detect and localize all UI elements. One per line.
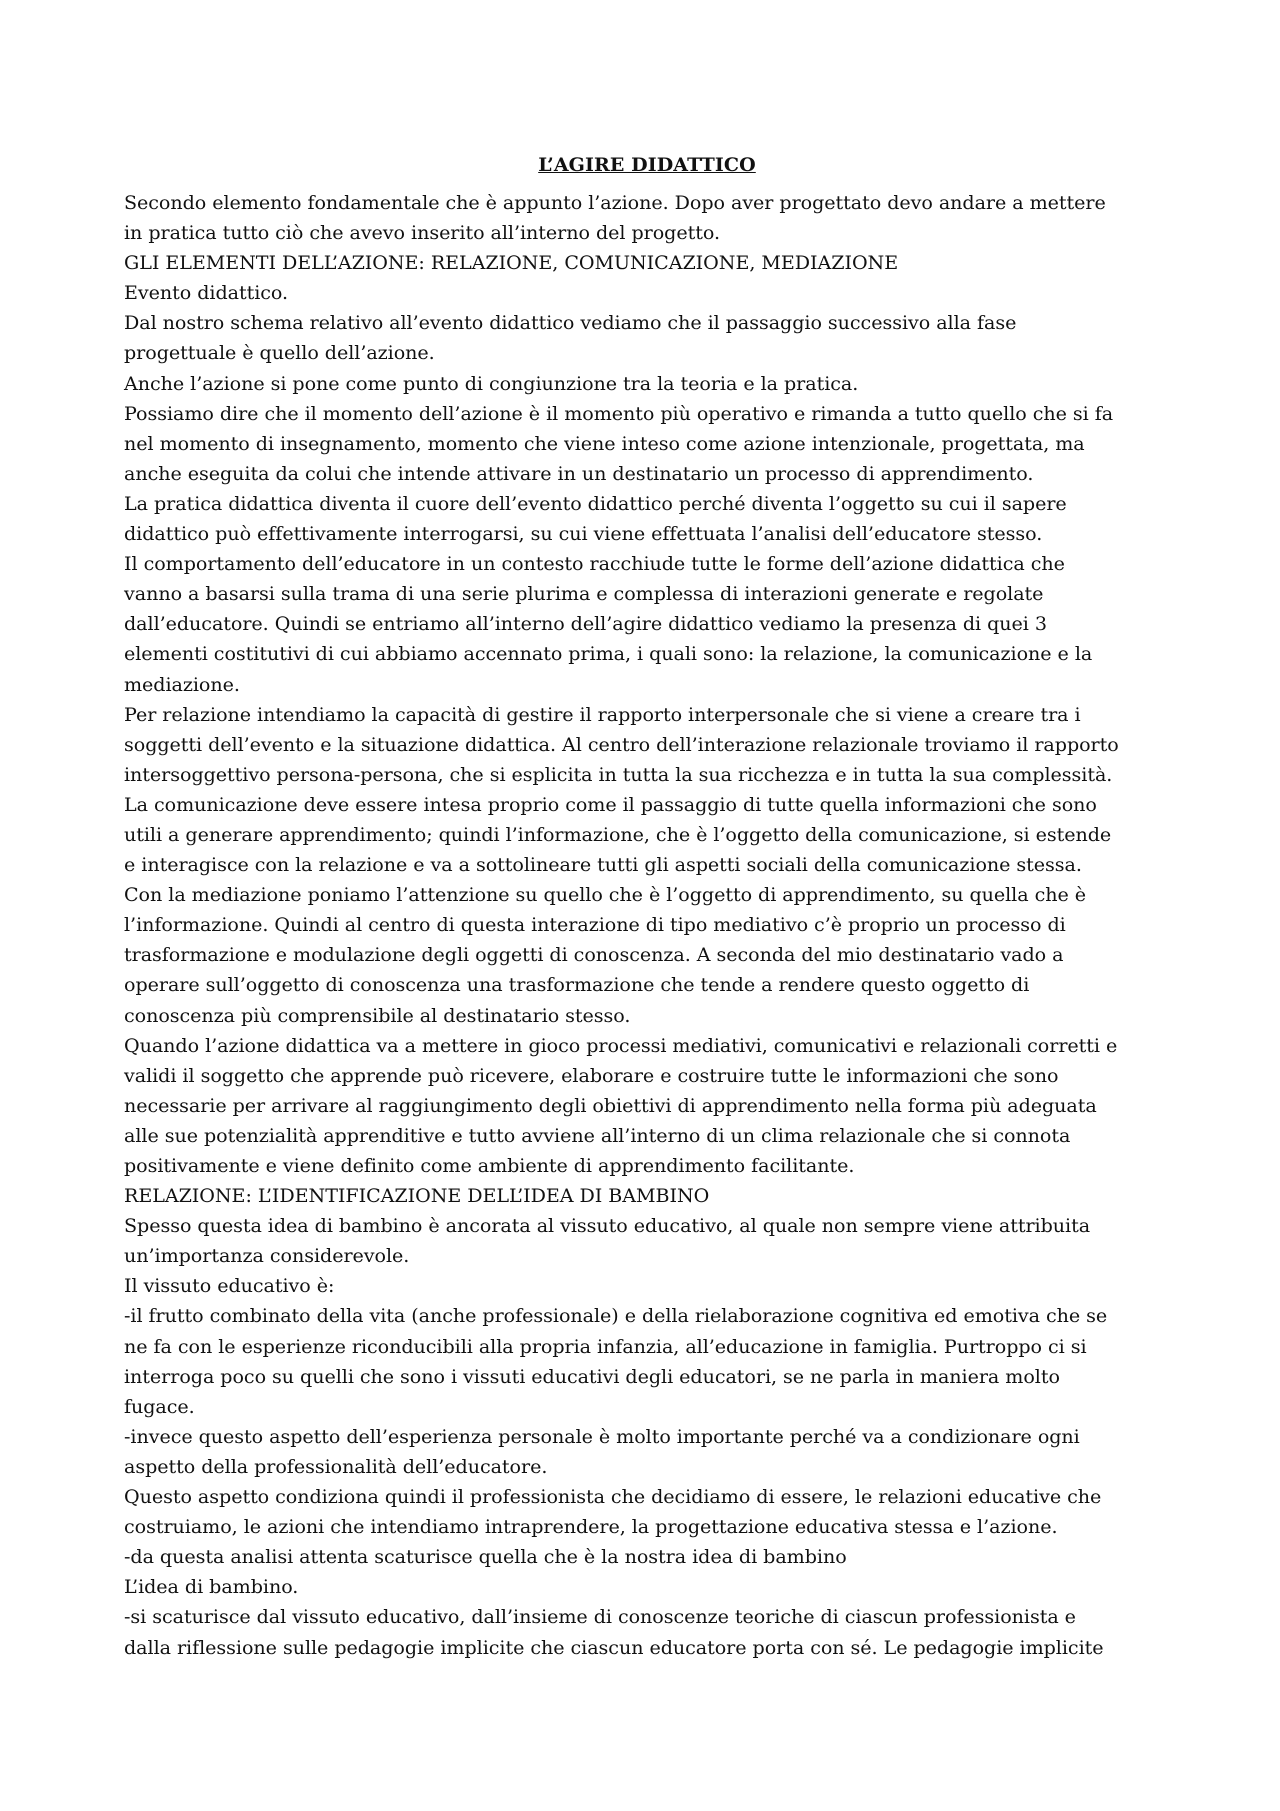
text-line: operare sull’oggetto di conoscenza una trasformazione che tende a rendere questo oggetto di bbox=[124, 973, 1030, 997]
text-line: Anche l’azione si pone come punto di congiunzione tra la teoria e la pratica. bbox=[124, 371, 859, 395]
text-line: dall’educatore. Quindi se entriamo all’interno dell’agire didattico vediamo la presenza di quei 3 bbox=[124, 612, 1047, 636]
text-line: l’informazione. Quindi al centro di questa interazione di tipo mediativo c’è proprio un processo di bbox=[124, 913, 1066, 937]
text-line: alle sue potenzialità apprenditive e tutto avviene all’interno di un clima relazionale che si connota bbox=[124, 1123, 1071, 1147]
text-line: -da questa analisi attenta scaturisce quella che è la nostra idea di bambino bbox=[124, 1545, 847, 1569]
text-line: L’idea di bambino. bbox=[124, 1575, 299, 1599]
text-line: -invece questo aspetto dell’esperienza personale è molto importante perché va a condizionare ogni bbox=[124, 1424, 1080, 1448]
text-line: progettuale è quello dell’azione. bbox=[124, 341, 435, 365]
text-line: La comunicazione deve essere intesa proprio come il passaggio di tutte quella informazioni che sono bbox=[124, 792, 1097, 816]
text-line: Questo aspetto condiziona quindi il professionista che decidiamo di essere, le relazioni educative che bbox=[124, 1485, 1102, 1509]
document-body bbox=[124, 188, 1170, 1663]
text-line: dalla riflessione sulle pedagogie implicite che ciascun educatore porta con sé. Le pedagogie implicite bbox=[124, 1635, 1104, 1659]
text-line: necessarie per arrivare al raggiungimento degli obiettivi di apprendimento nella forma più adeguata bbox=[124, 1093, 1097, 1117]
text-line: conoscenza più comprensibile al destinatario stesso. bbox=[124, 1003, 631, 1027]
text-line: -il frutto combinato della vita (anche professionale) e della rielaborazione cognitiva ed emotiva che se bbox=[124, 1304, 1108, 1328]
text-line: elementi costitutivi di cui abbiamo accennato prima, i quali sono: la relazione, la comunicazione e la bbox=[124, 642, 1093, 666]
text-line: Spesso questa idea di bambino è ancorata al vissuto educativo, al quale non sempre viene attribuita bbox=[124, 1214, 1091, 1238]
text-line: RELAZIONE: L’IDENTIFICAZIONE DELL’IDEA DI BAMBINO bbox=[124, 1184, 710, 1208]
text-line: GLI ELEMENTI DELL’AZIONE: RELAZIONE, COMUNICAZIONE, MEDIAZIONE bbox=[124, 251, 899, 275]
text-line: Dal nostro schema relativo all’evento didattico vediamo che il passaggio successivo alla fase bbox=[124, 311, 1017, 335]
text-line: e interagisce con la relazione e va a sottolineare tutti gli aspetti sociali della comunicazione stessa. bbox=[124, 853, 1082, 877]
text-line: Quando l’azione didattica va a mettere in gioco processi mediativi, comunicativi e relazionali corretti e bbox=[124, 1033, 1118, 1057]
text-line: aspetto della professionalità dell’educatore. bbox=[124, 1454, 548, 1478]
text-line: -si scaturisce dal vissuto educativo, dall’insieme di conoscenze teoriche di ciascun professionista e bbox=[124, 1605, 1076, 1629]
text-line: positivamente e viene definito come ambiente di apprendimento facilitante. bbox=[124, 1154, 855, 1177]
text-line: vanno a basarsi sulla trama di una serie plurima e complessa di interazioni generate e regolate bbox=[124, 582, 1044, 606]
text-line: Con la mediazione poniamo l’attenzione su quello che è l’oggetto di apprendimento, su quella che è bbox=[124, 883, 1087, 907]
text-line: didattico può effettivamente interrogarsi, su cui viene effettuata l’analisi dell’educatore stesso. bbox=[124, 522, 1043, 546]
text-line: in pratica tutto ciò che avevo inserito all’interno del progetto. bbox=[124, 221, 720, 245]
text-line: nel momento di insegnamento, momento che viene inteso come azione intenzionale, progettata, ma bbox=[124, 431, 1085, 455]
text-line: trasformazione e modulazione degli oggetti di conoscenza. A seconda del mio destinatario vado a bbox=[124, 943, 1064, 967]
text-line: costruiamo, le azioni che intendiamo intraprendere, la progettazione educativa stessa e l’azione. bbox=[124, 1515, 1058, 1539]
text-line: interroga poco su quelli che sono i vissuti educativi degli educatori, se ne parla in maniera molto bbox=[124, 1364, 1060, 1388]
text-line: Il vissuto educativo è: bbox=[124, 1274, 335, 1298]
text-line: ne fa con le esperienze riconducibili alla propria infanzia, all’educazione in famiglia. Purtroppo ci si bbox=[124, 1334, 1087, 1358]
text-line: La pratica didattica diventa il cuore dell’evento didattico perché diventa l’oggetto su cui il sapere bbox=[124, 491, 1067, 515]
text-line: Secondo elemento fondamentale che è appunto l’azione. Dopo aver progettato devo andare a mettere bbox=[124, 191, 1106, 214]
text-line: anche eseguita da colui che intende attivare in un destinatario un processo di apprendimento. bbox=[124, 461, 1034, 485]
text-line: fugace. bbox=[124, 1394, 195, 1418]
text-line: Evento didattico. bbox=[124, 281, 289, 305]
text-line: mediazione. bbox=[124, 672, 240, 696]
text-line: Il comportamento dell’educatore in un contesto racchiude tutte le forme dell’azione didattica che bbox=[124, 552, 1065, 576]
document-title: L’AGIRE DIDATTICO bbox=[538, 154, 756, 176]
text-line: utili a generare apprendimento; quindi l’informazione, che è l’oggetto della comunicazione, si estende bbox=[124, 822, 1112, 846]
text-line: intersoggettivo persona-persona, che si esplicita in tutta la sua ricchezza e in tutta la sua complessità. bbox=[124, 762, 1113, 786]
text-line: soggetti dell’evento e la situazione didattica. Al centro dell’interazione relazionale troviamo il rapporto bbox=[124, 732, 1119, 756]
text-line: Possiamo dire che il momento dell’azione è il momento più operativo e rimanda a tutto quello che si fa bbox=[124, 401, 1114, 425]
text-line: un’importanza considerevole. bbox=[124, 1244, 410, 1268]
text-line: validi il soggetto che apprende può ricevere, elaborare e costruire tutte le informazioni che sono bbox=[124, 1063, 1059, 1087]
text-line: Per relazione intendiamo la capacità di gestire il rapporto interpersonale che si viene a creare tra i bbox=[124, 702, 1081, 726]
